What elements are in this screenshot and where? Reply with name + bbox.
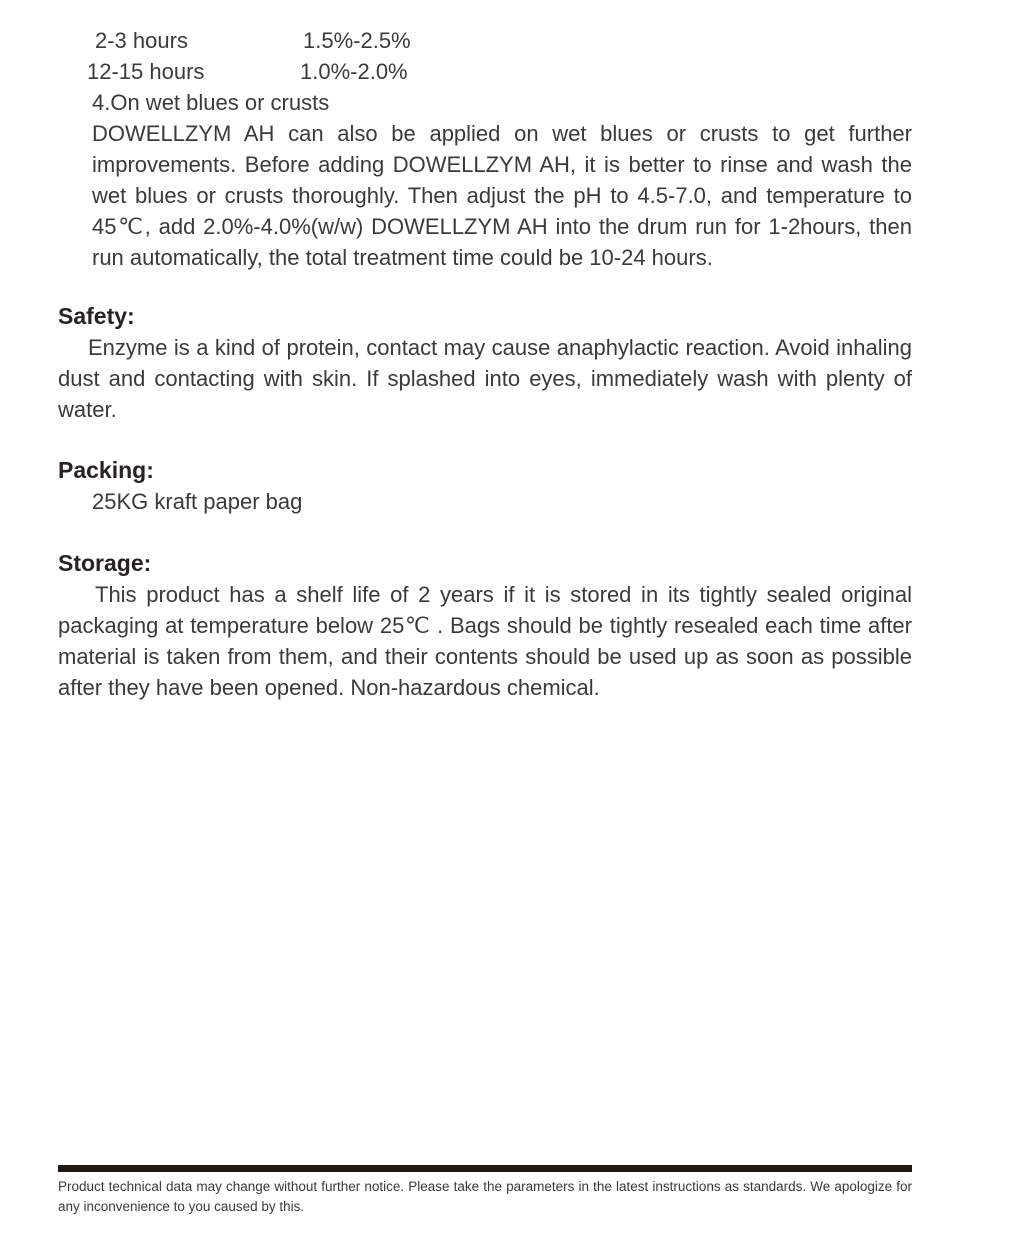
safety-heading: Safety: [58, 303, 135, 329]
dosage-row [95, 25, 912, 56]
wet-blues-list-item: 4.On wet blues or crusts [92, 90, 330, 115]
datasheet-content [58, 25, 912, 703]
dosage-duration: 2-3 hours [95, 28, 188, 53]
dosage-amount: 1.0%-2.0% [300, 59, 408, 84]
dosage-duration: 12-15 hours [87, 59, 205, 84]
safety-paragraph: Enzyme is a kind of protein, contact may cause anaphylactic reaction. Avoid inhaling dust and contacting with skin. If splashed into eyes, immediately wash with plenty of water. [58, 335, 912, 422]
dosage-row [87, 56, 912, 87]
footer-disclaimer: Product technical data may change without further notice. Please take the parameters in the latest instructions as standards. We apologize for any inconvenience to you caused by this. [58, 1179, 912, 1214]
storage-heading: Storage: [58, 550, 152, 576]
packing-paragraph: 25KG kraft paper bag [92, 489, 303, 514]
page-footer [58, 1165, 912, 1216]
dosage-amount: 1.5%-2.5% [303, 28, 411, 53]
wet-blues-paragraph: DOWELLZYM AH can also be applied on wet blues or crusts to get further improvements. Before adding DOWELLZYM AH, it is better to rinse and wash the wet blues or crusts thoroughly. Then adjust the pH to 4.5-7.0, and temperature to 45℃, add 2.0%-4.0%(w/w) DOWELLZYM AH into the drum run for 1-2hours, then run automatically, the total treatment time could be 10-24 hours. [92, 121, 912, 270]
storage-paragraph: This product has a shelf life of 2 years if it is stored in its tightly sealed original packaging at temperature below 25℃ . Bags should be tightly resealed each time after material is taken from them, and their contents should be used up as soon as possible after they have been opened. Non-hazardous chemical. [58, 582, 912, 700]
packing-heading: Packing: [58, 457, 154, 483]
footer-divider-rule [58, 1165, 912, 1172]
